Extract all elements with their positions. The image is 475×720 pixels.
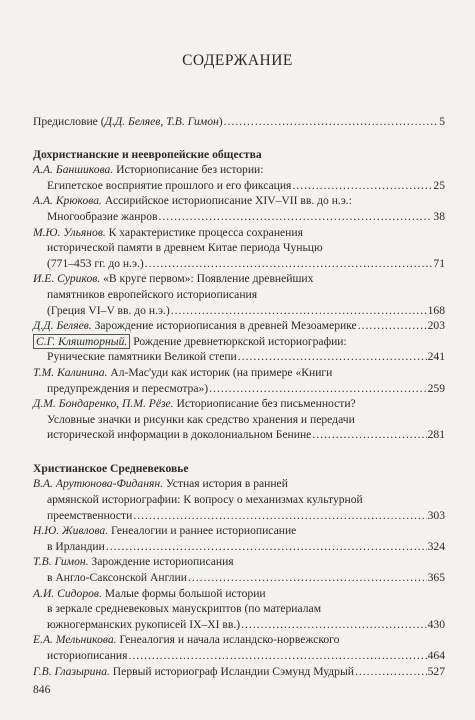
entry-author: И.Е. Суриков. (33, 272, 101, 286)
toc-entry[interactable] (33, 664, 445, 680)
entry-text (33, 318, 357, 334)
entry-title-end: (771–453 гг. до н.э.) (47, 256, 144, 270)
entry-author: А.И. Сидоров. (33, 586, 102, 600)
entry-text (47, 209, 157, 225)
page-ref: 281 (427, 428, 445, 442)
entry-author: Г.В. Глазырина. (33, 664, 110, 678)
toc-entry[interactable] (33, 365, 445, 396)
entry-author: Н.Ю. Живлова. (33, 524, 109, 538)
leader-dots (355, 664, 427, 680)
entry-last-line (33, 303, 445, 319)
toc-entry[interactable] (33, 193, 445, 224)
entry-last-line (33, 539, 445, 555)
preface-close: ) (218, 115, 223, 128)
toc-entry[interactable] (33, 334, 445, 365)
page-ref: 324 (427, 539, 445, 553)
entry-line (33, 193, 445, 209)
entry-title: памятников европейского историописания (47, 287, 258, 301)
page-title: СОДЕРЖАНИЕ (182, 52, 293, 69)
page-ref: 464 (427, 649, 445, 662)
entry-title: в зеркале средневековых манускриптов (по материалам (47, 602, 322, 616)
toc-entry[interactable] (33, 318, 445, 334)
page-ref: 71 (433, 256, 445, 270)
entry-line (33, 492, 445, 508)
entry-title-end: исторической информации в доколониальном Бенине (47, 428, 312, 442)
entry-last-line (33, 427, 445, 443)
entry-author: Т.В. Гимон. (33, 555, 89, 569)
entry-title: армянской историографии: К вопросу о механизмах культурной (47, 493, 363, 507)
leader-dots (158, 209, 432, 225)
entry-title: исторической памяти в древнем Китае периода Чуньцю (47, 241, 323, 255)
entry-title: Генеалогия и начала исландско-норвежского (119, 633, 340, 647)
toc-entry[interactable] (33, 632, 445, 663)
entry-author: В.А. Арутюнова-Фиданян. (33, 477, 164, 491)
entry-title-end: Рунические памятники Великой степи (47, 350, 237, 364)
entry-last-line (33, 617, 445, 633)
entry-title: «В круге первом»: Появление древнейших (103, 272, 314, 286)
entry-last-line (33, 508, 445, 524)
leader-dots (133, 508, 426, 524)
toc-entry[interactable] (33, 396, 445, 443)
page-ref: 365 (427, 571, 445, 585)
entry-title-end: в Англо-Саксонской Англии (47, 571, 187, 585)
toc-preface[interactable] (33, 114, 445, 130)
entry-author: С.Г. Кляшторный. (33, 334, 130, 349)
toc-entry[interactable] (33, 225, 445, 272)
entry-text (47, 427, 311, 443)
entry-title-end: Многообразие жанров (47, 209, 158, 223)
entry-line (33, 476, 445, 492)
entry-line (33, 586, 445, 602)
entry-author: Д.Д. Беляев. (33, 319, 92, 333)
entry-author: Е.А. Мельникова. (33, 633, 117, 647)
leader-dots (171, 303, 427, 319)
entry-title: Ассирийское историописание XIV–VII вв. до н.э.: (104, 194, 352, 208)
page-ref: 527 (427, 664, 445, 678)
page-ref: 203 (427, 319, 445, 333)
entry-title-end: Египетское восприятие прошлого и его фиксация (47, 178, 292, 192)
leader-dots (312, 427, 426, 443)
entry-title: Устная история в ранней (165, 477, 288, 491)
page-ref: 430 (427, 617, 445, 631)
entry-title-end: преемственности (47, 508, 133, 522)
section-heading: Дохристианские и неевропейские общества (33, 147, 262, 161)
entry-last-line (33, 570, 445, 586)
leader-dots (128, 648, 426, 664)
leader-dots (209, 381, 426, 397)
entry-author: А.А. Крюкова. (33, 194, 102, 208)
entry-title: Зарождение историописания (91, 555, 234, 569)
entry-title-end: (Греция VI–V вв. до н.э.) (47, 303, 170, 317)
entry-title-end: южногерманских рукописей IX–XI вв.) (47, 617, 241, 631)
entry-line (33, 334, 445, 350)
preface-author: Д.Д. Беляев, Т.В. Гимон (104, 115, 219, 128)
entry-title: Историописание без истории: (116, 163, 264, 177)
entry-text (47, 349, 237, 365)
entry-last-line (33, 648, 445, 664)
entry-author: М.Ю. Ульянов. (33, 225, 106, 239)
entry-line (33, 601, 445, 617)
entry-last-line (33, 664, 445, 680)
entry-title: К характеристике процесса сохранения (108, 225, 303, 239)
entry-title-end: в Ирландии (47, 539, 105, 553)
entry-last-line (33, 349, 445, 365)
page-ref: 241 (427, 350, 445, 364)
preface-label: Предисловие ( (33, 115, 105, 128)
page-ref: 5 (439, 115, 445, 128)
entry-title: Рождение древнетюркской историографии: (133, 334, 347, 348)
entry-last-line (33, 178, 445, 194)
entry-author: Д.М. Бондаренко, П.М. Рёзе. (33, 397, 174, 411)
entry-title: Малые формы большой истории (104, 586, 266, 600)
toc-entry[interactable] (33, 476, 445, 523)
leader-dots (241, 617, 426, 633)
entry-last-line (33, 318, 445, 334)
leader-dots (145, 256, 433, 272)
table-of-contents (33, 114, 445, 679)
entry-author: Т.М. Калинина. (33, 365, 108, 379)
leader-dots (292, 178, 432, 194)
entry-last-line (33, 381, 445, 397)
entry-line (33, 412, 445, 428)
entry-line (33, 225, 445, 241)
entry-line (33, 523, 445, 539)
toc-entry[interactable] (33, 271, 445, 318)
entry-author: А.А. Баншикова. (33, 163, 114, 177)
entry-title: Условные значки и рисунки как средство хранения и передачи (47, 412, 355, 426)
entry-line (33, 287, 445, 303)
leader-dots (106, 539, 427, 555)
entry-line (33, 632, 445, 648)
entry-title: Ал-Мас'уди как историк (на примере «Книги (110, 365, 333, 379)
entry-line (33, 240, 445, 256)
entry-line (33, 162, 445, 178)
toc-entry[interactable] (33, 162, 445, 193)
entry-line (33, 271, 445, 287)
page-number: 846 (33, 683, 51, 696)
entry-text (47, 617, 240, 633)
page-ref: 25 (433, 178, 445, 192)
toc-entry[interactable] (33, 523, 445, 554)
page-ref: 259 (427, 381, 445, 395)
page-ref: 168 (427, 303, 445, 317)
entry-text (47, 381, 208, 397)
entry-title-end: Зарождение историописания в древней Мезоамерике (94, 319, 357, 333)
leader-dots (224, 114, 439, 130)
entry-last-line (33, 256, 445, 272)
section-gap (33, 130, 445, 147)
entry-text (47, 178, 291, 194)
entry-text (47, 539, 105, 555)
entry-line (33, 365, 445, 381)
entry-text (33, 664, 354, 680)
section-heading: Христианское Средневековье (33, 461, 189, 475)
leader-dots (358, 318, 427, 334)
toc-entry[interactable] (33, 554, 445, 585)
entry-text (47, 508, 132, 524)
entry-text (47, 648, 127, 664)
entry-title-end: предупреждения и пересмотра») (47, 381, 209, 395)
entry-last-line (33, 209, 445, 225)
entry-line (33, 396, 445, 412)
page-ref: 38 (433, 209, 445, 223)
entry-title: Историописание без письменности? (176, 397, 356, 411)
toc-entry[interactable] (33, 586, 445, 633)
entry-title: Генеалогии и раннее историописание (111, 524, 297, 538)
entry-text (47, 570, 187, 586)
entry-text (47, 303, 170, 319)
entry-line (33, 554, 445, 570)
leader-dots (188, 570, 427, 586)
entry-title-end: Первый историограф Исландии Сэмунд Мудрый (112, 664, 354, 678)
page-ref: 303 (427, 508, 445, 522)
entry-title-end: историописания (47, 649, 128, 662)
leader-dots (238, 349, 427, 365)
section-gap (33, 443, 445, 461)
entry-text (47, 256, 144, 272)
